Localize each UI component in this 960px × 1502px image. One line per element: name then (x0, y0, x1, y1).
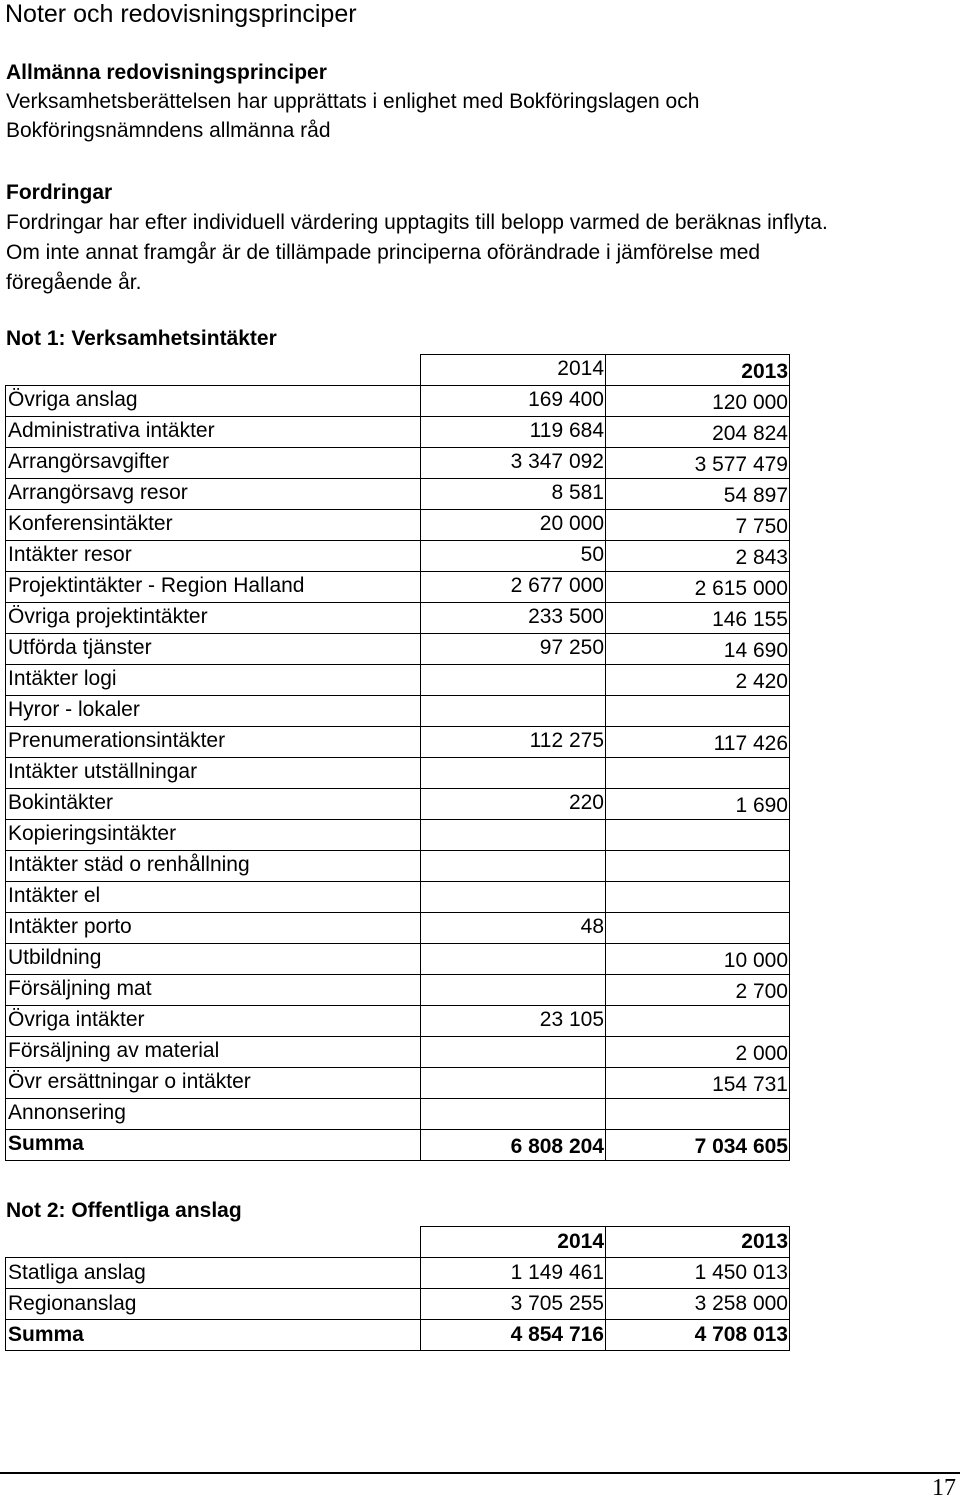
table-row (6, 1289, 790, 1320)
header-blank-cell (6, 355, 421, 386)
table-row (6, 727, 790, 758)
row-label: Annonsering (6, 1099, 421, 1130)
table-header-row (6, 355, 790, 386)
row-label: Administrativa intäkter (6, 417, 421, 448)
column-header-2014: 2014 (421, 1227, 606, 1258)
value-2014: 3 347 092 (421, 448, 606, 479)
value-2013 (606, 882, 790, 913)
receivables-heading: Fordringar (6, 181, 113, 204)
row-label: Intäkter logi (6, 665, 421, 696)
header-blank-cell (6, 1227, 421, 1258)
note2-table-body (6, 1227, 790, 1351)
row-label: Intäkter porto (6, 913, 421, 944)
row-label: Intäkter utställningar (6, 758, 421, 789)
value-2014: 169 400 (421, 386, 606, 417)
value-2013: 3 258 000 (606, 1289, 790, 1320)
value-2014 (421, 882, 606, 913)
table-row (6, 696, 790, 727)
row-label: Bokintäkter (6, 789, 421, 820)
table-row (6, 479, 790, 510)
note2-heading: Not 2: Offentliga anslag (6, 1199, 242, 1222)
row-label: Övriga intäkter (6, 1006, 421, 1037)
value-2014: 220 (421, 789, 606, 820)
value-2013: 14 690 (606, 634, 790, 665)
value-2013: 146 155 (606, 603, 790, 634)
note1-heading: Not 1: Verksamhetsintäkter (6, 327, 277, 350)
column-header-2013: 2013 (606, 355, 790, 386)
value-2014 (421, 944, 606, 975)
table-header-row (6, 1227, 790, 1258)
table-row (6, 665, 790, 696)
value-2014: 50 (421, 541, 606, 572)
value-2014: 48 (421, 913, 606, 944)
value-2014 (421, 851, 606, 882)
row-label: Övr ersättningar o intäkter (6, 1068, 421, 1099)
value-2013: 54 897 (606, 479, 790, 510)
table-row (6, 572, 790, 603)
footer-divider (0, 1472, 960, 1474)
value-2013: 2 700 (606, 975, 790, 1006)
table-row (6, 851, 790, 882)
table-row (6, 386, 790, 417)
value-2013: 2 615 000 (606, 572, 790, 603)
column-header-2013: 2013 (606, 1227, 790, 1258)
row-label: Arrangörsavgifter (6, 448, 421, 479)
row-label: Konferensintäkter (6, 510, 421, 541)
table-row (6, 882, 790, 913)
row-label: Prenumerationsintäkter (6, 727, 421, 758)
table-row (6, 634, 790, 665)
value-2013: 7 750 (606, 510, 790, 541)
row-label: Utförda tjänster (6, 634, 421, 665)
value-2013: 2 000 (606, 1037, 790, 1068)
table-row (6, 510, 790, 541)
value-2014: 2 677 000 (421, 572, 606, 603)
table-total-row (6, 1130, 790, 1161)
row-label: Intäkter el (6, 882, 421, 913)
table-row (6, 448, 790, 479)
table-row (6, 975, 790, 1006)
value-2013 (606, 758, 790, 789)
value-2014: 97 250 (421, 634, 606, 665)
table-total-row (6, 1320, 790, 1351)
note1-table (5, 354, 790, 1161)
row-label: Försäljning av material (6, 1037, 421, 1068)
row-label: Projektintäkter - Region Halland (6, 572, 421, 603)
value-2014: 233 500 (421, 603, 606, 634)
value-2013 (606, 696, 790, 727)
value-2013: 1 450 013 (606, 1258, 790, 1289)
value-2013: 154 731 (606, 1068, 790, 1099)
row-label: Försäljning mat (6, 975, 421, 1006)
general-principles-heading: Allmänna redovisningsprinciper (6, 61, 327, 84)
value-2013: 2 420 (606, 665, 790, 696)
value-2014: 1 149 461 (421, 1258, 606, 1289)
row-label: Kopieringsintäkter (6, 820, 421, 851)
value-2014: 8 581 (421, 479, 606, 510)
table-row (6, 417, 790, 448)
total-2014: 4 854 716 (421, 1320, 606, 1351)
receivables-line-3: föregående år. (6, 271, 142, 294)
note2-table (5, 1226, 790, 1351)
value-2013 (606, 851, 790, 882)
table-row (6, 541, 790, 572)
value-2014: 23 105 (421, 1006, 606, 1037)
value-2013 (606, 820, 790, 851)
value-2013: 1 690 (606, 789, 790, 820)
value-2014: 3 705 255 (421, 1289, 606, 1320)
column-header-2014: 2014 (421, 355, 606, 386)
row-label: Hyror - lokaler (6, 696, 421, 727)
value-2014 (421, 665, 606, 696)
table-row (6, 1006, 790, 1037)
value-2014 (421, 1068, 606, 1099)
table-row (6, 789, 790, 820)
table-row (6, 944, 790, 975)
table-row (6, 1037, 790, 1068)
row-label: Statliga anslag (6, 1258, 421, 1289)
row-label: Utbildning (6, 944, 421, 975)
value-2014: 20 000 (421, 510, 606, 541)
receivables-line-2: Om inte annat framgår är de tillämpade principerna oförändrade i jämförelse med (6, 241, 761, 264)
value-2013 (606, 1006, 790, 1037)
row-label: Regionanslag (6, 1289, 421, 1320)
value-2014 (421, 1037, 606, 1068)
value-2013: 117 426 (606, 727, 790, 758)
table-row (6, 603, 790, 634)
row-label: Övriga projektintäkter (6, 603, 421, 634)
total-label: Summa (6, 1320, 421, 1351)
note1-table-body (6, 355, 790, 1161)
value-2014 (421, 975, 606, 1006)
receivables-line-1: Fordringar har efter individuell värdering upptagits till belopp varmed de beräknas inflyta. (6, 211, 828, 234)
row-label: Intäkter resor (6, 541, 421, 572)
total-2013: 7 034 605 (606, 1130, 790, 1161)
total-2014: 6 808 204 (421, 1130, 606, 1161)
value-2014: 112 275 (421, 727, 606, 758)
total-2013: 4 708 013 (606, 1320, 790, 1351)
table-row (6, 758, 790, 789)
row-label: Arrangörsavg resor (6, 479, 421, 510)
value-2014 (421, 696, 606, 727)
value-2014 (421, 1099, 606, 1130)
general-principles-line-2: Bokföringsnämndens allmänna råd (6, 119, 331, 142)
row-label: Intäkter städ o renhållning (6, 851, 421, 882)
value-2014 (421, 820, 606, 851)
value-2013: 2 843 (606, 541, 790, 572)
table-row (6, 913, 790, 944)
page-number: 17 (932, 1475, 956, 1501)
value-2013: 3 577 479 (606, 448, 790, 479)
value-2013: 10 000 (606, 944, 790, 975)
table-row (6, 820, 790, 851)
value-2014 (421, 758, 606, 789)
table-row (6, 1068, 790, 1099)
value-2013 (606, 913, 790, 944)
value-2013 (606, 1099, 790, 1130)
row-label: Övriga anslag (6, 386, 421, 417)
total-label: Summa (6, 1130, 421, 1161)
value-2013: 204 824 (606, 417, 790, 448)
general-principles-line-1: Verksamhetsberättelsen har upprättats i enlighet med Bokföringslagen och (6, 90, 700, 113)
value-2013: 120 000 (606, 386, 790, 417)
table-row (6, 1099, 790, 1130)
value-2014: 119 684 (421, 417, 606, 448)
table-row (6, 1258, 790, 1289)
page-title: Noter och redovisningsprinciper (5, 0, 357, 28)
